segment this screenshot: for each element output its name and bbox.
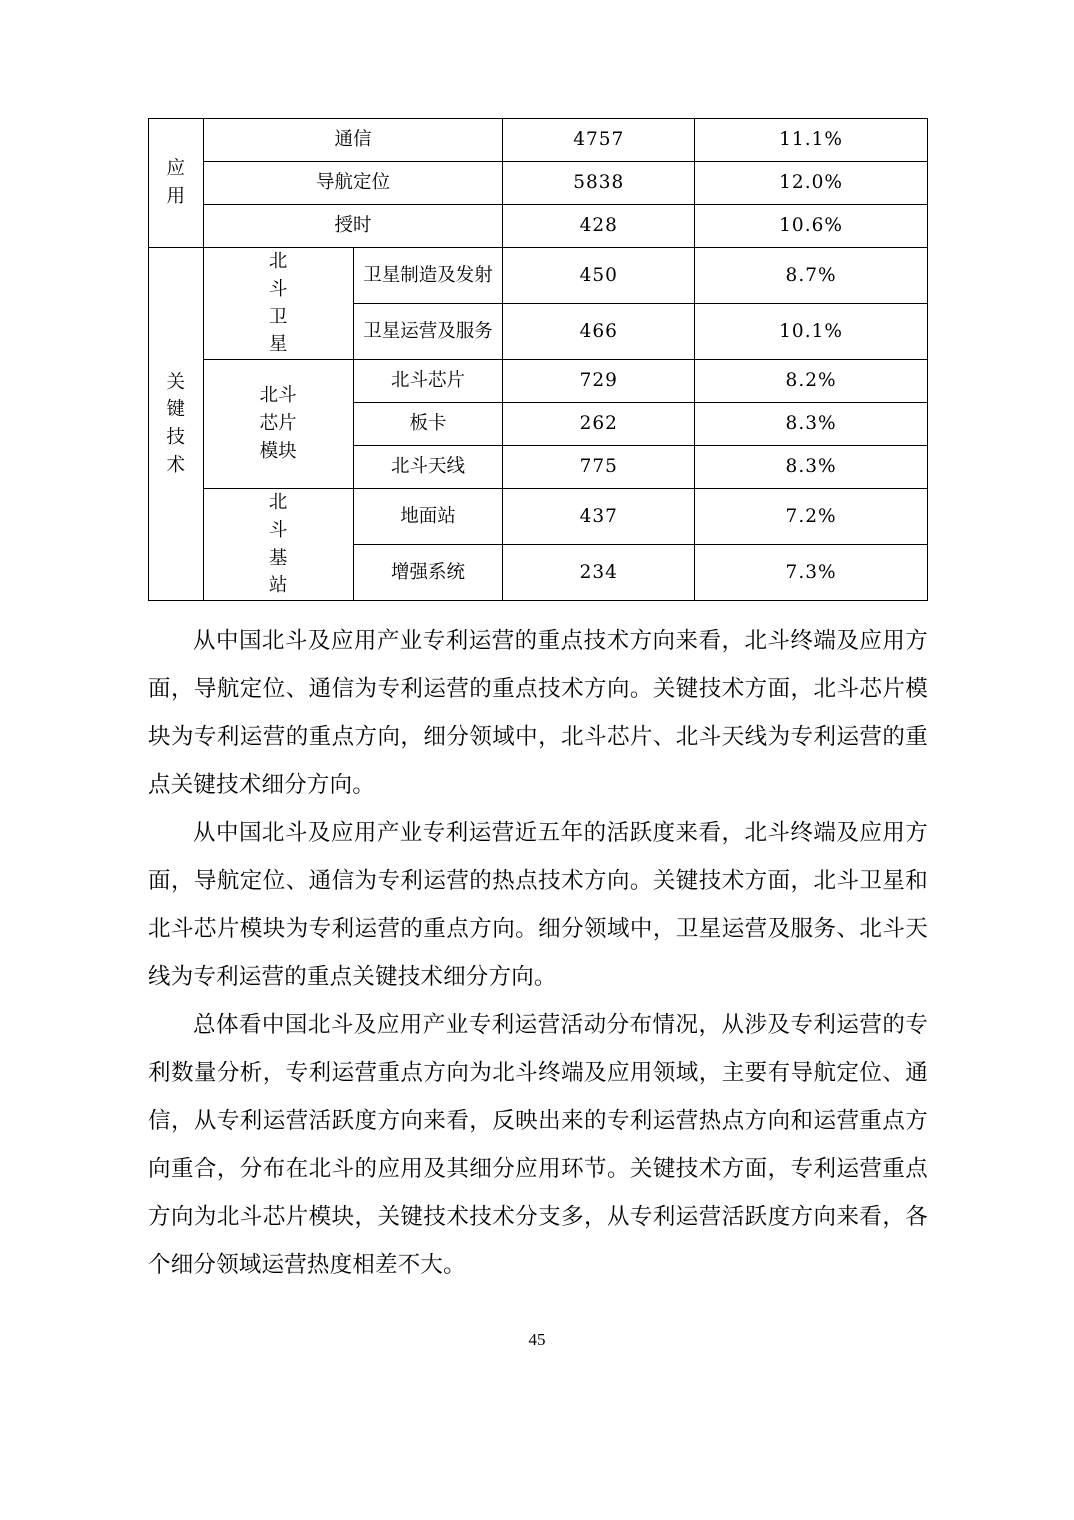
table-row	[149, 205, 928, 248]
row-percent: 7.2%	[695, 489, 928, 545]
table-row	[149, 360, 928, 403]
row-name: 北斗天线	[353, 446, 503, 489]
row-count: 466	[503, 304, 695, 360]
table-row	[149, 248, 928, 304]
row-count: 775	[503, 446, 695, 489]
row-percent: 8.2%	[695, 360, 928, 403]
row-count: 437	[503, 489, 695, 545]
row-percent: 7.3%	[695, 545, 928, 601]
paragraph-3: 总体看中国北斗及应用产业专利运营活动分布情况，从涉及专利运营的专利数量分析，专利运营重点方向为北斗终端及应用领域，主要有导航定位、通信，从专利运营活跃度方向来看，反映出来的专利运营热点方向和运营重点方向重合，分布在北斗的应用及其细分应用环节。关键技术方面，专利运营重点方向为北斗芯片模块，关键技术技术分支多，从专利运营活跃度方向来看，各个细分领域运营热度相差不大。	[148, 1012, 928, 1278]
row-percent: 10.1%	[695, 304, 928, 360]
sub-cell-chip-module	[203, 360, 353, 489]
patent-operation-table	[148, 118, 928, 601]
row-count: 4757	[503, 119, 695, 162]
row-name: 卫星制造及发射	[353, 248, 503, 304]
row-name: 导航定位	[203, 162, 503, 205]
row-percent: 8.7%	[695, 248, 928, 304]
body-text	[148, 617, 928, 1289]
row-count: 729	[503, 360, 695, 403]
row-count: 5838	[503, 162, 695, 205]
row-count: 450	[503, 248, 695, 304]
group-label-key-technology: 关 键 技 术	[166, 371, 186, 476]
row-name: 增强系统	[353, 545, 503, 601]
row-count: 262	[503, 403, 695, 446]
row-name: 北斗芯片	[353, 360, 503, 403]
row-percent: 11.1%	[695, 119, 928, 162]
row-percent: 8.3%	[695, 446, 928, 489]
table-row	[149, 162, 928, 205]
sub-cell-base-station	[203, 489, 353, 601]
sub-label-satellite: 北 斗 卫 星	[268, 251, 288, 356]
row-name: 通信	[203, 119, 503, 162]
group-cell-key-technology	[149, 248, 204, 601]
sub-label-chip-module: 北斗 芯片 模块	[259, 385, 297, 462]
paragraph-1: 从中国北斗及应用产业专利运营的重点技术方向来看，北斗终端及应用方面，导航定位、通信为专利运营的重点技术方向。关键技术方面，北斗芯片模块为专利运营的重点方向，细分领域中，北斗芯片、北斗天线为专利运营的重点关键技术细分方向。	[148, 628, 928, 798]
row-percent: 8.3%	[695, 403, 928, 446]
page-content	[148, 118, 928, 1289]
row-count: 428	[503, 205, 695, 248]
row-name: 板卡	[353, 403, 503, 446]
table-row	[149, 119, 928, 162]
row-name: 地面站	[353, 489, 503, 545]
row-name: 授时	[203, 205, 503, 248]
sub-cell-satellite	[203, 248, 353, 360]
paragraph-2: 从中国北斗及应用产业专利运营近五年的活跃度来看，北斗终端及应用方面，导航定位、通信为专利运营的热点技术方向。关键技术方面，北斗卫星和北斗芯片模块为专利运营的重点方向。细分领域中，卫星运营及服务、北斗天线为专利运营的重点关键技术细分方向。	[148, 820, 928, 990]
page-number: 45	[528, 1330, 546, 1349]
row-count: 234	[503, 545, 695, 601]
row-name: 卫星运营及服务	[353, 304, 503, 360]
table-row	[149, 489, 928, 545]
sub-label-base-station: 北 斗 基 站	[268, 492, 288, 597]
group-label-application: 应 用	[166, 158, 186, 207]
group-cell-application	[149, 119, 204, 248]
row-percent: 10.6%	[695, 205, 928, 248]
row-percent: 12.0%	[695, 162, 928, 205]
